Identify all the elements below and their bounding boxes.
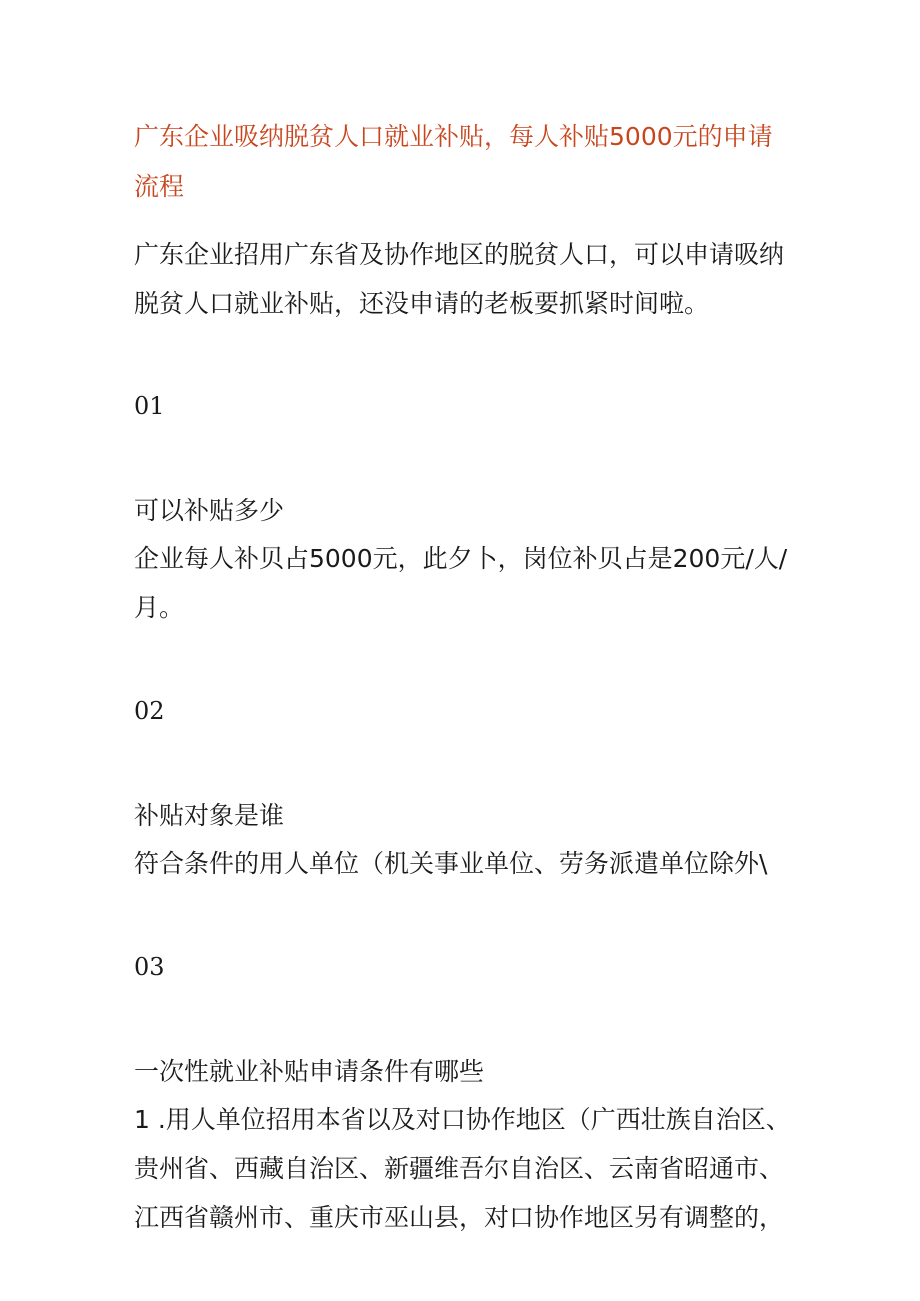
section-body: 符合条件的用人单位（机关事业单位、劳务派遣单位除外\ xyxy=(134,849,768,878)
section-body: 1 .用人单位招用本省以及对口协作地区（广西壮族自治区、贵州省、西藏自治区、新疆维吾尔自治区、云南省昭通市、江西省赣州市、重庆市巫山县，对口协作地区另有调整的， xyxy=(134,1105,791,1232)
section-body: 企业每人补贝占5000元，此夕卜，岗位补贝占是200元/人/月。 xyxy=(134,544,788,622)
intro-paragraph: 广东企业招用广东省及协作地区的脱贫人口，可以申请吸纳脱贫人口就业补贴，还没申请的老板要抓紧时间啦。 xyxy=(134,240,785,318)
section-number: 02 xyxy=(134,697,165,725)
section-heading: 补贴对象是谁 xyxy=(134,801,285,830)
section-heading: 可以补贴多少 xyxy=(134,496,285,525)
document-title: 广东企业吸纳脱贫人口就业补贴，每人补贴5000元的申请流程 xyxy=(134,122,773,201)
section-heading: 一次性就业补贴申请条件有哪些 xyxy=(134,1057,485,1086)
document-content xyxy=(134,112,794,1242)
section-number: 01 xyxy=(134,392,165,420)
section-number: 03 xyxy=(134,953,165,981)
